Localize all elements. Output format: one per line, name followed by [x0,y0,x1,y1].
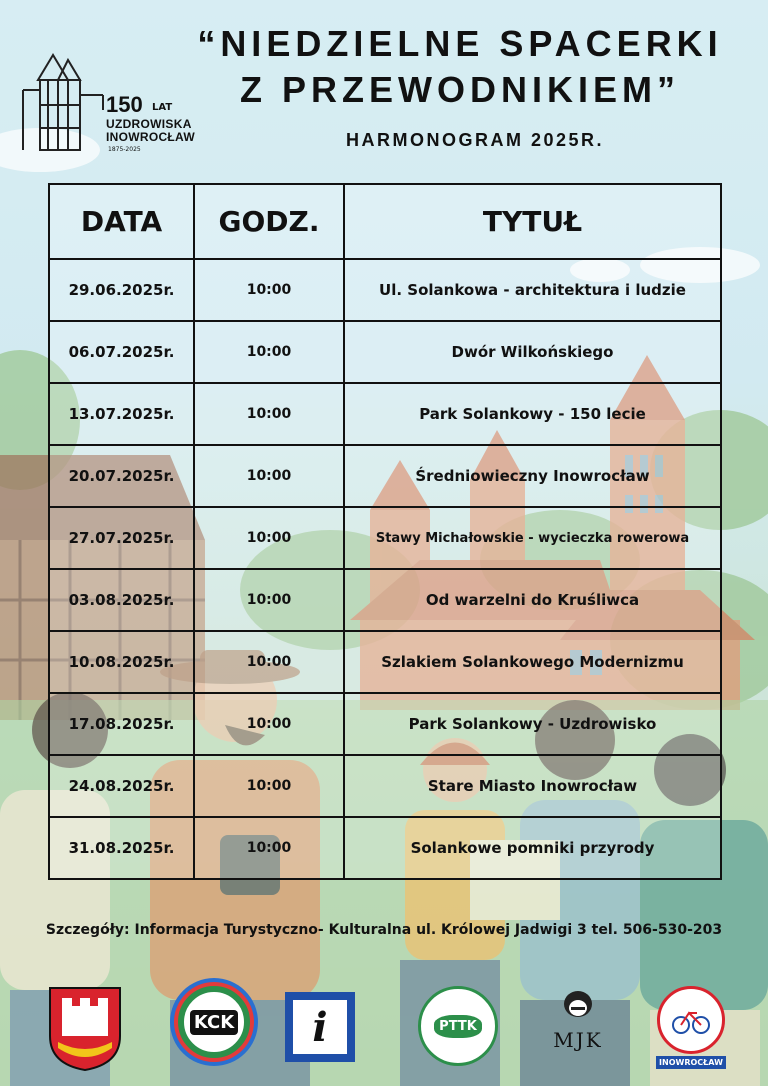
club-logo [656,986,726,1066]
row-title: Solankowe pomniki przyrody [344,817,721,879]
page-title-line1: “NIEDZIELNE SPACERKI [197,23,723,64]
logo-line1: UZDROWISKA [106,117,192,131]
column-header-title: TYTUŁ [344,184,721,259]
row-date: 31.08.2025r. [49,817,194,879]
row-time: 10:00 [194,755,344,817]
row-date: 29.06.2025r. [49,259,194,321]
row-date: 13.07.2025r. [49,383,194,445]
row-title: Szlakiem Solankowego Modernizmu [344,631,721,693]
row-date: 03.08.2025r. [49,569,194,631]
logo-number: 150 [106,92,143,117]
coat-of-arms-icon [48,986,122,1072]
logo-lat: LAT [152,102,173,113]
kck-logo [178,986,250,1058]
info-icon: i [312,1003,328,1051]
pttk-logo [418,986,498,1066]
row-time: 10:00 [194,693,344,755]
bust-icon [558,990,598,1024]
row-date: 20.07.2025r. [49,445,194,507]
info-logo [285,992,355,1062]
row-title: Ul. Solankowa - architektura i ludzie [344,259,721,321]
logo-line2: INOWROCŁAW [106,130,195,144]
kck-text: KCK [190,1010,238,1035]
logo-years: 1875-2025 [108,146,141,153]
row-time: 10:00 [194,507,344,569]
table-row [49,259,721,321]
schedule-table [48,183,722,880]
row-date: 27.07.2025r. [49,507,194,569]
row-time: 10:00 [194,631,344,693]
table-row [49,631,721,693]
page-title-line2: Z PRZEWODNIKIEM” [240,69,680,110]
row-date: 06.07.2025r. [49,321,194,383]
table-row [49,321,721,383]
row-date: 17.08.2025r. [49,693,194,755]
table-row [49,383,721,445]
row-title: Średniowieczny Inowrocław [344,445,721,507]
row-time: 10:00 [194,569,344,631]
table-row [49,817,721,879]
row-time: 10:00 [194,259,344,321]
row-time: 10:00 [194,445,344,507]
table-row [49,755,721,817]
column-header-time: GODZ. [194,184,344,259]
row-date: 10.08.2025r. [49,631,194,693]
row-time: 10:00 [194,321,344,383]
castle-tower-icon [18,50,108,155]
row-date: 24.08.2025r. [49,755,194,817]
row-title: Dwór Wilkońskiego [344,321,721,383]
table-row [49,693,721,755]
row-title: Od warzelni do Kruśliwca [344,569,721,631]
row-title: Stare Miasto Inowrocław [344,755,721,817]
partner-logos [0,982,768,1072]
contact-details: Szczegóły: Informacja Turystyczno- Kulturalna ul. Królowej Jadwigi 3 tel. 506-530-203 [45,922,723,938]
page-subtitle: HARMONOGRAM 2025R. [345,130,605,150]
row-time: 10:00 [194,383,344,445]
club-text: INOWROCŁAW [656,1056,726,1069]
row-title: Park Solankowy - Uzdrowisko [344,693,721,755]
bicycle-icon [671,1005,711,1035]
mjk-text: MJK [553,1028,603,1052]
mjk-logo [548,990,608,1060]
row-title: Park Solankowy - 150 lecie [344,383,721,445]
table-row [49,569,721,631]
table-row [49,445,721,507]
column-header-date: DATA [49,184,194,259]
table-row [49,507,721,569]
table-header-row [49,184,721,259]
row-time: 10:00 [194,817,344,879]
pttk-text: PTTK [434,1015,482,1038]
row-title: Stawy Michałowskie - wycieczka rowerowa [344,507,721,569]
